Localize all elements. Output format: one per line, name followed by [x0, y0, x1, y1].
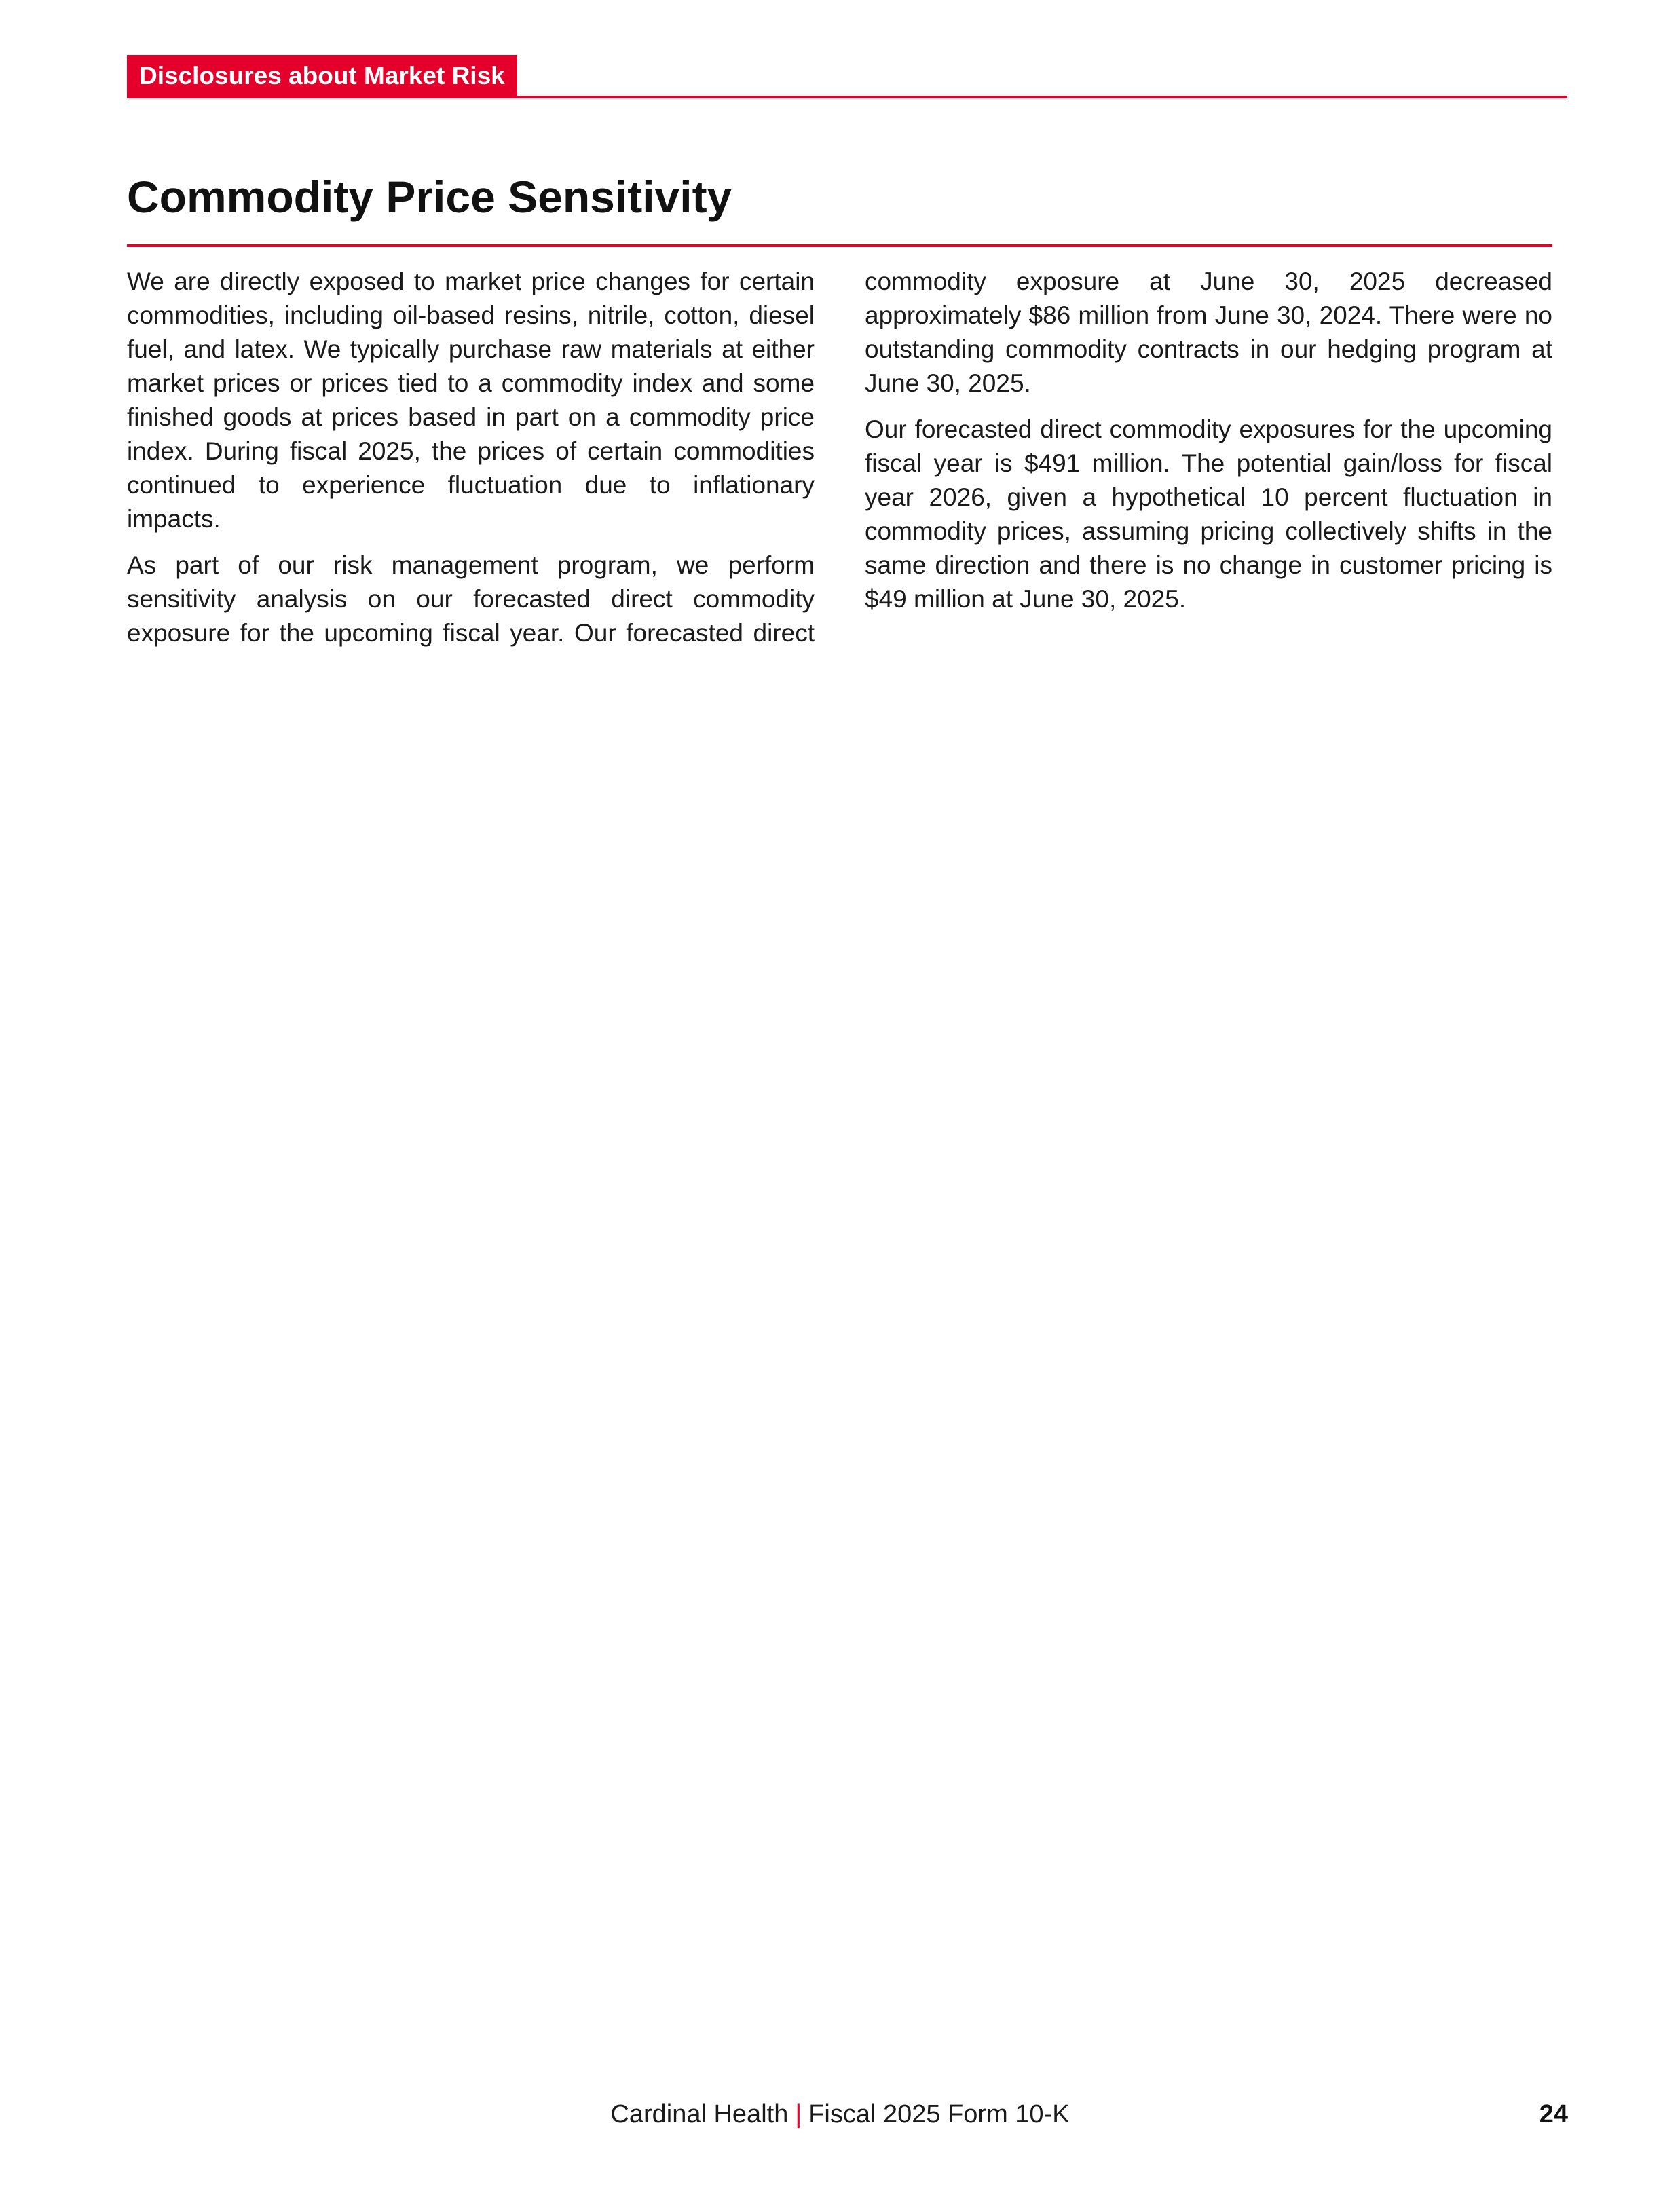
paragraph-risk-management-text-continued: commodity exposure at June 30, 2025 decreased approximately $86 million from June 30, 2024. There were no outstanding commodity contracts in our hedging program at June 30, 2025. — [865, 267, 1552, 397]
paragraph-risk-management — [127, 548, 815, 650]
paragraph-risk-management-text: As part of our risk management program, we perform sensitivity analysis on our forecasted direct commodity exposure for the upcoming fiscal year. Our forecasted direct — [127, 551, 815, 647]
text-column-right — [865, 265, 1552, 686]
text-column-left — [127, 265, 815, 686]
paragraph-forecasted-exposure: Our forecasted direct commodity exposures for the upcoming fiscal year is $491 million. The potential gain/loss for fiscal year 2026, given a hypothetical 10 percent fluctuation in commodity prices, assuming pricing collectively shifts in the same direction and there is no change in customer pricing is $49 million at June 30, 2025. — [865, 415, 1552, 613]
section-header-tab: Disclosures about Market Risk — [127, 55, 517, 97]
footer-company: Cardinal Health — [610, 2100, 789, 2129]
footer-separator: | — [795, 2100, 802, 2129]
page-title: Commodity Price Sensitivity — [127, 172, 732, 222]
footer — [0, 2097, 1680, 2131]
paragraph-commodity-exposure: We are directly exposed to market price changes for certain commodities, including oil-based resins, nitrile, cotton, diesel fuel, and latex. We typically purchase raw materials at either market prices or prices tied to a commodity index and some finished goods at prices based in part on a commodity price index. During fiscal 2025, the prices of certain commodities continued to experience fluctuation due to inflationary impacts. — [127, 267, 815, 533]
title-divider — [127, 244, 1552, 247]
paragraph-risk-management-continued — [865, 265, 1552, 400]
page-number: 24 — [1539, 2100, 1568, 2129]
header-divider — [127, 96, 1567, 98]
footer-document: Fiscal 2025 Form 10-K — [808, 2100, 1070, 2129]
